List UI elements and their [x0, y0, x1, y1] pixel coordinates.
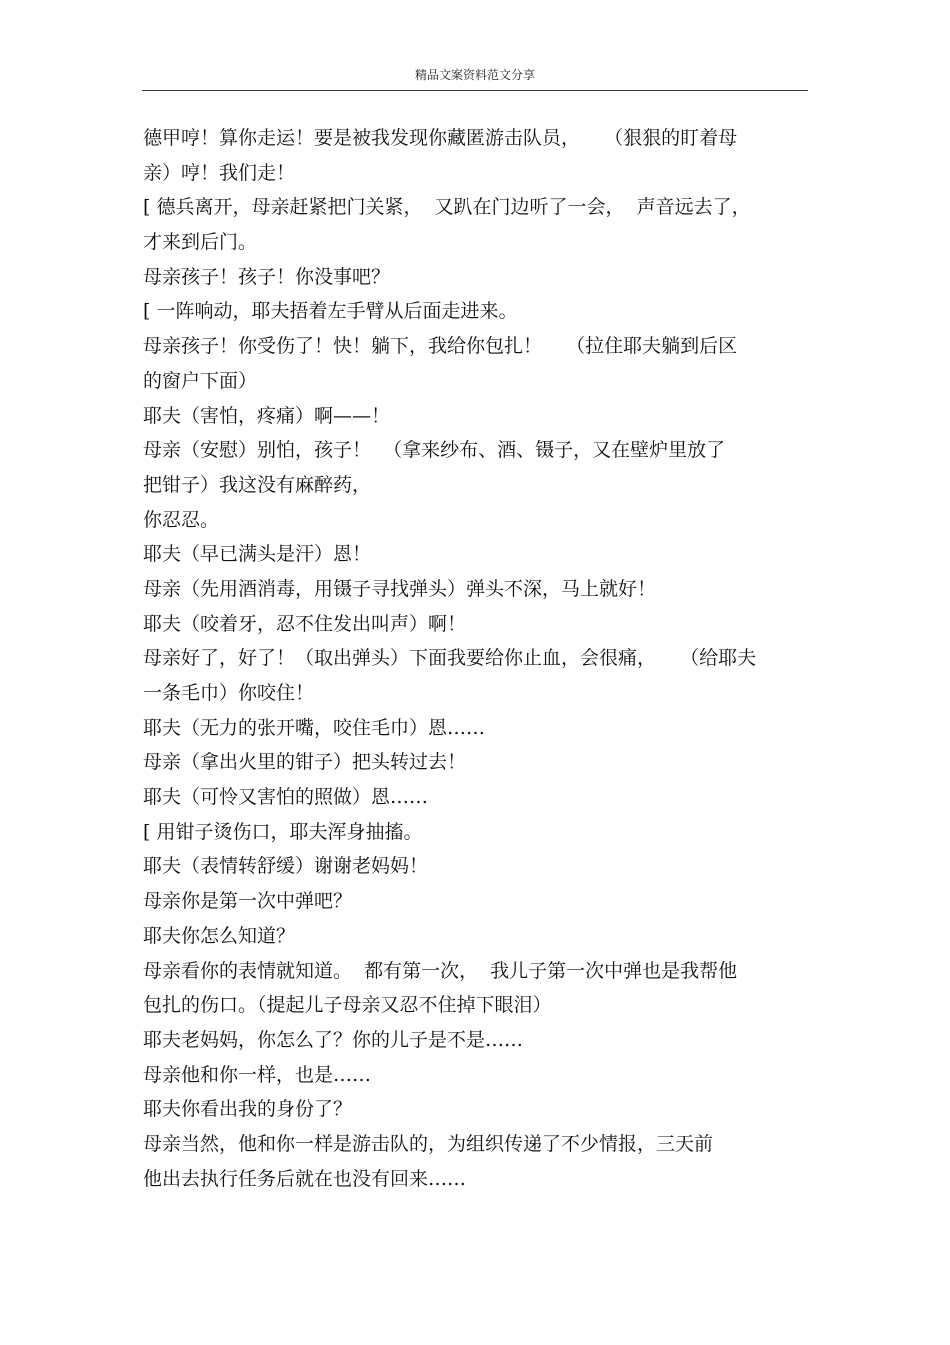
text-line: 把钳子）我这没有麻醉药，: [143, 473, 372, 496]
text-line: 耶夫老妈妈，你怎么了？你的儿子是不是……: [143, 1028, 524, 1051]
text-line: 耶夫（可怜又害怕的照做）恩……: [143, 786, 429, 809]
text-line: 的窗户下面）: [143, 369, 258, 392]
text-line: 耶夫（咬着牙，忍不住发出叫声）啊！: [143, 612, 467, 635]
text-line: 耶夫（害怕，疼痛）啊——！: [143, 404, 391, 427]
text-line: 才来到后门。: [143, 231, 258, 254]
text-line: 母亲他和你一样，也是……: [143, 1063, 372, 1086]
text-line: 母亲当然，他和你一样是游击队的，为组织传递了不少情报，三天前: [143, 1132, 714, 1155]
text-line: 耶夫（表情转舒缓）谢谢老妈妈！: [143, 855, 429, 878]
text-line: 母亲（拿出火里的钳子）把头转过去！: [143, 751, 467, 774]
text-line: 母亲看你的表情就知道。 都有第一次， 我儿子第一次中弹也是我帮他: [143, 959, 738, 982]
text-line: 耶夫你怎么知道？: [143, 924, 296, 947]
text-line: 母亲孩子！孩子！你没事吧？: [143, 265, 391, 288]
text-line: 母亲（安慰）别怕，孩子！ （拿来纱布、酒、镊子，又在壁炉里放了: [143, 439, 726, 462]
text-line: 耶夫（早已满头是汗）恩！: [143, 543, 372, 566]
page-header: 精品文案资料范文分享: [414, 68, 535, 82]
text-line: 母亲好了，好了！（取出弹头）下面我要给你止血，会很痛， （给耶夫: [143, 647, 757, 670]
text-line: 耶夫（无力的张开嘴，咬住毛巾）恩……: [143, 716, 486, 739]
text-line: 母亲（先用酒消毒，用镊子寻找弹头）弹头不深，马上就好！: [143, 577, 657, 600]
header-divider: [142, 90, 808, 91]
text-line: 母亲你是第一次中弹吧？: [143, 890, 353, 913]
text-line: 亲）哼！我们走！: [143, 161, 296, 184]
text-line: 耶夫你看出我的身份了？: [143, 1098, 353, 1121]
text-line: [ 用钳子烫伤口，耶夫浑身抽搐。: [143, 820, 423, 843]
text-line: [ 德兵离开，母亲赶紧把门关紧， 又趴在门边听了一会， 声音远去了，: [143, 196, 751, 219]
text-line: 德甲哼！算你走运！要是被我发现你藏匿游击队员， （狠狠的盯着母: [143, 127, 738, 149]
text-line: 母亲孩子！你受伤了！快！躺下，我给你包扎！ （拉住耶夫躺到后区: [143, 335, 738, 358]
text-line: 一条毛巾）你咬住！: [143, 682, 315, 704]
text-line: 他出去执行任务后就在也没有回来……: [143, 1167, 467, 1190]
text-line: 你忍忍。: [143, 508, 220, 531]
text-line: 包扎的伤口。（提起儿子母亲又忍不住掉下眼泪）: [143, 994, 552, 1017]
script-body: [143, 121, 808, 1196]
text-line: [ 一阵响动，耶夫捂着左手臂从后面走进来。: [143, 300, 518, 323]
